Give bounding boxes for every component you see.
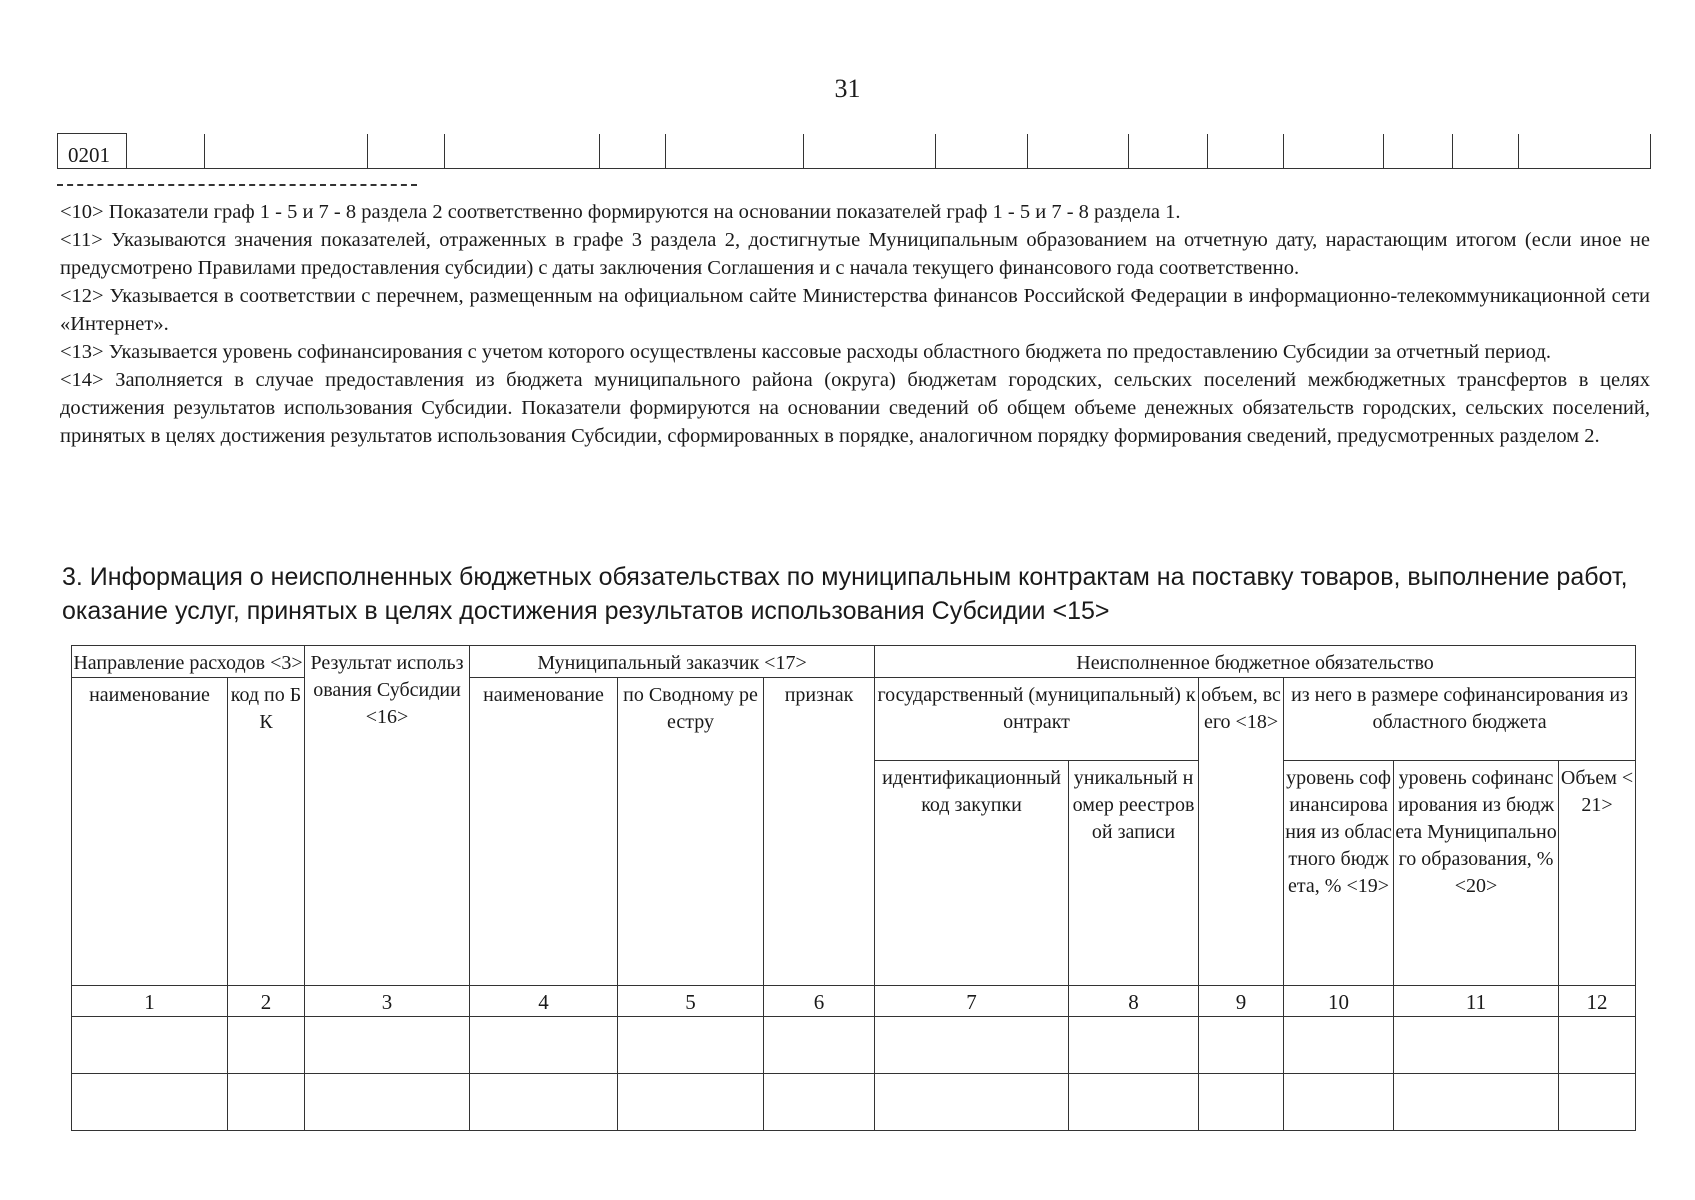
header-customer-name: наименование (470, 678, 618, 986)
column-number: 12 (1559, 986, 1636, 1017)
header-level-municipal: уровень софинансирования из бюджета Муниципального образования, % <20> (1394, 761, 1559, 986)
table-cell (1069, 1017, 1199, 1074)
top-strip-table (57, 133, 1651, 169)
header-contract: государственный (муниципальный) контракт (875, 678, 1199, 761)
column-number: 5 (618, 986, 764, 1017)
column-number: 8 (1069, 986, 1199, 1017)
table-cell (305, 1017, 470, 1074)
footnote-14: <14> Заполняется в случае предоставления из бюджета муниципального района (округа) бюджетам городских, сельских поселений межбюджетных трансфертов в целях достижения результатов использования Субсидии. Показатели формируются на основании сведений об общем объеме денежных обязательств городских, сельских поселений, принятых в целях достижения результатов использования Субсидии, сформированных в порядке, аналогичном порядку формирования сведений, предусмотренных разделом 2. (60, 369, 1650, 447)
table-cell (764, 1074, 875, 1131)
table-cell (1199, 1074, 1284, 1131)
top-strip-cell (804, 134, 936, 169)
table-cell (72, 1017, 228, 1074)
table-cell (1284, 1074, 1394, 1131)
footnote-13: <13> Указывается уровень софинансирования с учетом которого осуществлены кассовые расходы областного бюджета по предоставлению Субсидии за отчетный период. (60, 341, 1551, 363)
header-registry: по Сводному реестру (618, 678, 764, 986)
top-strip-cell (1519, 134, 1651, 169)
header-purchase-code: идентификационный код закупки (875, 761, 1069, 986)
column-number: 3 (305, 986, 470, 1017)
header-volume: объем, всего <18> (1199, 678, 1284, 986)
column-number: 6 (764, 986, 875, 1017)
column-number: 9 (1199, 986, 1284, 1017)
top-strip-cell (666, 134, 804, 169)
table-cell (1559, 1017, 1636, 1074)
header-registry-number: уникальный номер реестровой записи (1069, 761, 1199, 986)
header-sign: признак (764, 678, 875, 986)
table-cell (470, 1074, 618, 1131)
header-obligation: Неисполненное бюджетное обязательство (875, 646, 1636, 678)
top-strip-cell (445, 134, 600, 169)
top-strip-cell (368, 134, 445, 169)
footnote-11: <11> Указываются значения показателей, отраженных в графе 3 раздела 2, достигнутые Муниципальным образованием на отчетную дату, нарастающим итогом (если иное не предусмотрено Правилами предоставления субсидии) с даты заключения Соглашения и с начала текущего финансового года соответственно. (60, 229, 1650, 279)
table-cell (228, 1074, 305, 1131)
footnotes (60, 198, 1650, 450)
table-cell (1559, 1074, 1636, 1131)
top-strip-cell (1129, 134, 1208, 169)
table-cell (228, 1017, 305, 1074)
top-strip-cell (1028, 134, 1129, 169)
top-strip-cell (936, 134, 1028, 169)
header-cofinancing: из него в размере софинансирования из областного бюджета (1284, 678, 1636, 761)
column-number: 2 (228, 986, 305, 1017)
table-cell (305, 1074, 470, 1131)
column-number: 1 (72, 986, 228, 1017)
section-title: 3. Информация о неисполненных бюджетных обязательствах по муниципальным контрактам на поставку товаров, выполнение работ, оказание услуг, принятых в целях достижения результатов использования Субсидии <15> (62, 563, 1628, 625)
table-cell (875, 1074, 1069, 1131)
header-volume-21: Объем <21> (1559, 761, 1636, 986)
footnote-10: <10> Показатели граф 1 - 5 и 7 - 8 раздела 2 соответственно формируются на основании показателей граф 1 - 5 и 7 - 8 раздела 1. (60, 201, 1181, 223)
header-result: Результат использования Субсидии <16> (305, 646, 470, 986)
table-cell (72, 1074, 228, 1131)
header-bk-code: код по БК (228, 678, 305, 986)
top-strip-cell (1384, 134, 1453, 169)
table-cell (875, 1017, 1069, 1074)
table-cell (1394, 1074, 1559, 1131)
header-customer: Муниципальный заказчик <17> (470, 646, 875, 678)
table-cell (618, 1017, 764, 1074)
table-cell (470, 1017, 618, 1074)
table-cell (1394, 1017, 1559, 1074)
top-strip-cell (1453, 134, 1519, 169)
footnote-12: <12> Указывается в соответствии с перечнем, размещенным на официальном сайте Министерства финансов Российской Федерации в информационно-телекоммуникационной сети «Интернет». (60, 285, 1650, 335)
top-strip-cell (600, 134, 666, 169)
table-cell (1199, 1017, 1284, 1074)
table-cell (1069, 1074, 1199, 1131)
top-strip-cell (1208, 134, 1284, 169)
footnote-separator (57, 184, 417, 186)
header-level-regional: уровень софинансирования из областного бюджета, % <19> (1284, 761, 1394, 986)
column-number: 10 (1284, 986, 1394, 1017)
header-direction: Направление расходов <3> (72, 646, 305, 678)
top-strip-code: 0201 (58, 134, 127, 169)
column-number: 4 (470, 986, 618, 1017)
top-strip-cell (1284, 134, 1384, 169)
table-cell (1284, 1017, 1394, 1074)
column-number: 11 (1394, 986, 1559, 1017)
top-strip-cell (127, 134, 205, 169)
table-cell (618, 1074, 764, 1131)
top-strip-cell (205, 134, 368, 169)
page-number: 31 (834, 74, 861, 103)
column-number: 7 (875, 986, 1069, 1017)
obligations-table (71, 645, 1636, 1131)
header-name: наименование (72, 678, 228, 986)
table-cell (764, 1017, 875, 1074)
